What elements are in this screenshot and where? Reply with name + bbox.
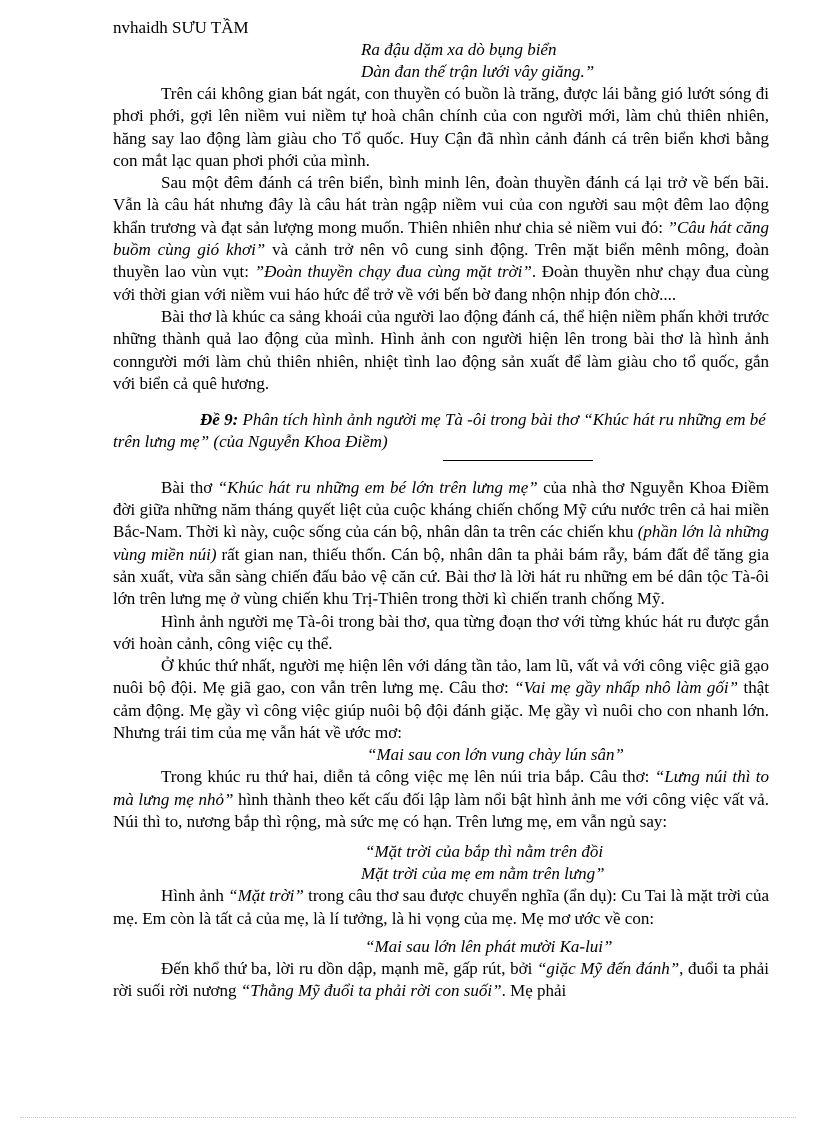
text-run: Ở khúc thứ nhất, người mẹ hiện lên với dáng tần tảo, lam lũ, vất vả với công việc giã gạo nuôi bộ đội. Mẹ giã gao, con vẫn trên lưng mẹ. Câu thơ: <box>113 656 769 698</box>
text-run: trong câu thơ sau được chuyển nghĩa (ẩn dụ): Cu Tai là mặt trời của mẹ. Em còn là tất cả của mẹ, là lí tưởng, là hi vọng của mẹ. Mẹ mơ ước về con: <box>113 886 770 928</box>
verse-line: “Mặt trời của bắp thì nằm trên đồi <box>365 842 604 862</box>
quote: “Mặt trời” <box>228 886 304 906</box>
text-run: thật cảm động. Mẹ gầy vì công việc giúp nuôi bộ đội đánh giặc. Mẹ gầy vì nuôi cho con nhanh lớn. Nhưng trái tim của mẹ vẫn hát về ước mơ: <box>113 678 769 743</box>
text-run: Trong khúc ru thứ hai, diễn tả công việc mẹ lên núi tria bắp. Câu thơ: <box>161 767 655 787</box>
paragraph-5: Hình ảnh người mẹ Tà-ôi trong bài thơ, qua từng đoạn thơ với từng khúc hát ru được gắn với hoàn cảnh, công việc cụ thể. <box>113 611 769 653</box>
text-run: , đuổi ta phải rời suối rời nương <box>113 958 769 1001</box>
topic-heading <box>113 409 769 454</box>
paragraph-4 <box>113 477 769 611</box>
text-run: . Đoàn thuyền như chạy đua cùng với thời gian với niềm vui háo hức để trở về với bến bờ đang nhộn nhịp đón chờ.... <box>113 262 769 304</box>
quote: “Vai mẹ gầy nhấp nhô làm gối” <box>514 678 739 698</box>
verse-block-3 <box>113 841 769 885</box>
quote: “Lưng núi thì to mà lưng mẹ nhỏ” <box>113 767 769 809</box>
page-border <box>20 1117 796 1118</box>
paragraph-7 <box>113 766 769 833</box>
paragraph-2 <box>113 172 769 306</box>
paragraph-8 <box>113 885 769 930</box>
verse-line: Dàn đan thế trận lưới vây giăng.” <box>361 62 595 81</box>
text-run: hình thành theo kết cấu đối lập làm nổi bật hình ảnh me với công việc vất vả. Núi thì to, nương bắp thì rộng, mà sức mẹ có hạn. Trên lưng mẹ, em vẫn ngủ say: <box>113 789 769 831</box>
verse-line: Ra đậu dặm xa dò bụng biển <box>361 40 557 59</box>
page-header: nvhaidh SƯU TẦM <box>113 18 249 37</box>
text-run: Hình ảnh <box>161 886 229 906</box>
text-run: . Mẹ phải <box>501 981 567 1001</box>
topic-text: Phân tích hình ảnh người mẹ Tà -ôi trong bài thơ “Khúc hát ru những em bé trên lưng mẹ” (của Nguyễn Khoa Điềm) <box>113 410 766 452</box>
paragraph-6 <box>113 655 769 744</box>
text-run: rất gian nan, thiếu thốn. Cán bộ, nhân dân ta phải bám rẫy, bám đất để tăng gia sản xuất, vừa sẵn sàng chiến đấu bảo vệ căn cứ. Bài thơ là lời hát ru những em bé dân tộc Tà-ôi lớn trên lưng mẹ ở vùng chiến khu Trị-Thiên trong thời kì chiến tranh chống Mỹ. <box>113 544 769 609</box>
paragraph-3: Bài thơ là khúc ca sảng khoái của người lao động đánh cá, thể hiện niềm phấn khởi trước những thành quả lao động của mình. Hình ảnh con người hiện lên trong bài thơ là hình ảnh conngười mới làm chủ thiên nhiên, nhiệt tình lao động sản xuất để làm giàu cho tổ quốc, gắn với biển cả quê hương. <box>113 306 769 393</box>
verse-line: “Mai sau con lớn vung chày lún sân” <box>367 745 624 765</box>
text-run: của nhà thơ Nguyễn Khoa Điềm đời giữa những năm tháng quyết liệt của cuộc kháng chiến chống Mỹ cứu nước trên cả hai miền Bắc-Nam. Thời kì này, cuộc sống của cán bộ, nhân dân ta trên các chiến khu <box>113 477 769 542</box>
verse-line: “Mai sau lớn lên phát mười Ka-lui” <box>365 936 613 956</box>
document-page <box>113 16 769 1002</box>
verse-line: Mặt trời của mẹ em nằm trên lưng” <box>361 864 605 884</box>
quote: (phần lớn là những vùng miền núi) <box>113 522 770 564</box>
quote: ”Đoàn thuyền chạy đua cùng mặt trời” <box>254 262 532 282</box>
quote: ”Câu hát căng buồm cùng gió khơi” <box>113 217 770 260</box>
paragraph-9 <box>113 958 769 1003</box>
topic-label: Đề 9: <box>200 410 239 430</box>
heading-underline <box>443 460 593 461</box>
text-run: Sau một đêm đánh cá trên biển, bình minh lên, đoàn thuyền đánh cá lại trở về bến bãi. Vẫn là câu hát nhưng đây là câu hát tràn ngập niềm vui của con người sau một đêm lao động khẩn trương và đạt sản lượng mong muốn. Thiên nhiên như chia sẻ niềm vui đó: <box>113 173 769 237</box>
quote: “Thằng Mỹ đuổi ta phải rời con suối” <box>240 981 502 1001</box>
quote: “giặc Mỹ đến đánh” <box>536 958 680 978</box>
text-run: Bài thơ <box>161 477 218 497</box>
verse-block-1 <box>113 39 769 83</box>
quote: “Khúc hát ru những em bé lớn trên lưng mẹ” <box>217 477 538 497</box>
text-run: và cảnh trở nên vô cung sinh động. Trên mặt biển mênh mông, đoàn thuyền lao vùn vụt: <box>113 240 769 282</box>
text-run: Đến khổ thứ ba, lời ru dồn dập, mạnh mẽ, gấp rút, bởi <box>161 958 537 978</box>
paragraph-1: Trên cái không gian bát ngát, con thuyền có buồn là trăng, được lái bằng gió lướt sóng đi phơi phới, gợi lên niềm vui niềm tự hoà chân chính của con người mới, làm chủ thiên nhiên, hăng say lao động làm giàu cho Tổ quốc. Huy Cận đã nhìn cảnh đánh cá trên biển khơi bằng con mắt lạc quan phơi phới của mình. <box>113 84 769 170</box>
